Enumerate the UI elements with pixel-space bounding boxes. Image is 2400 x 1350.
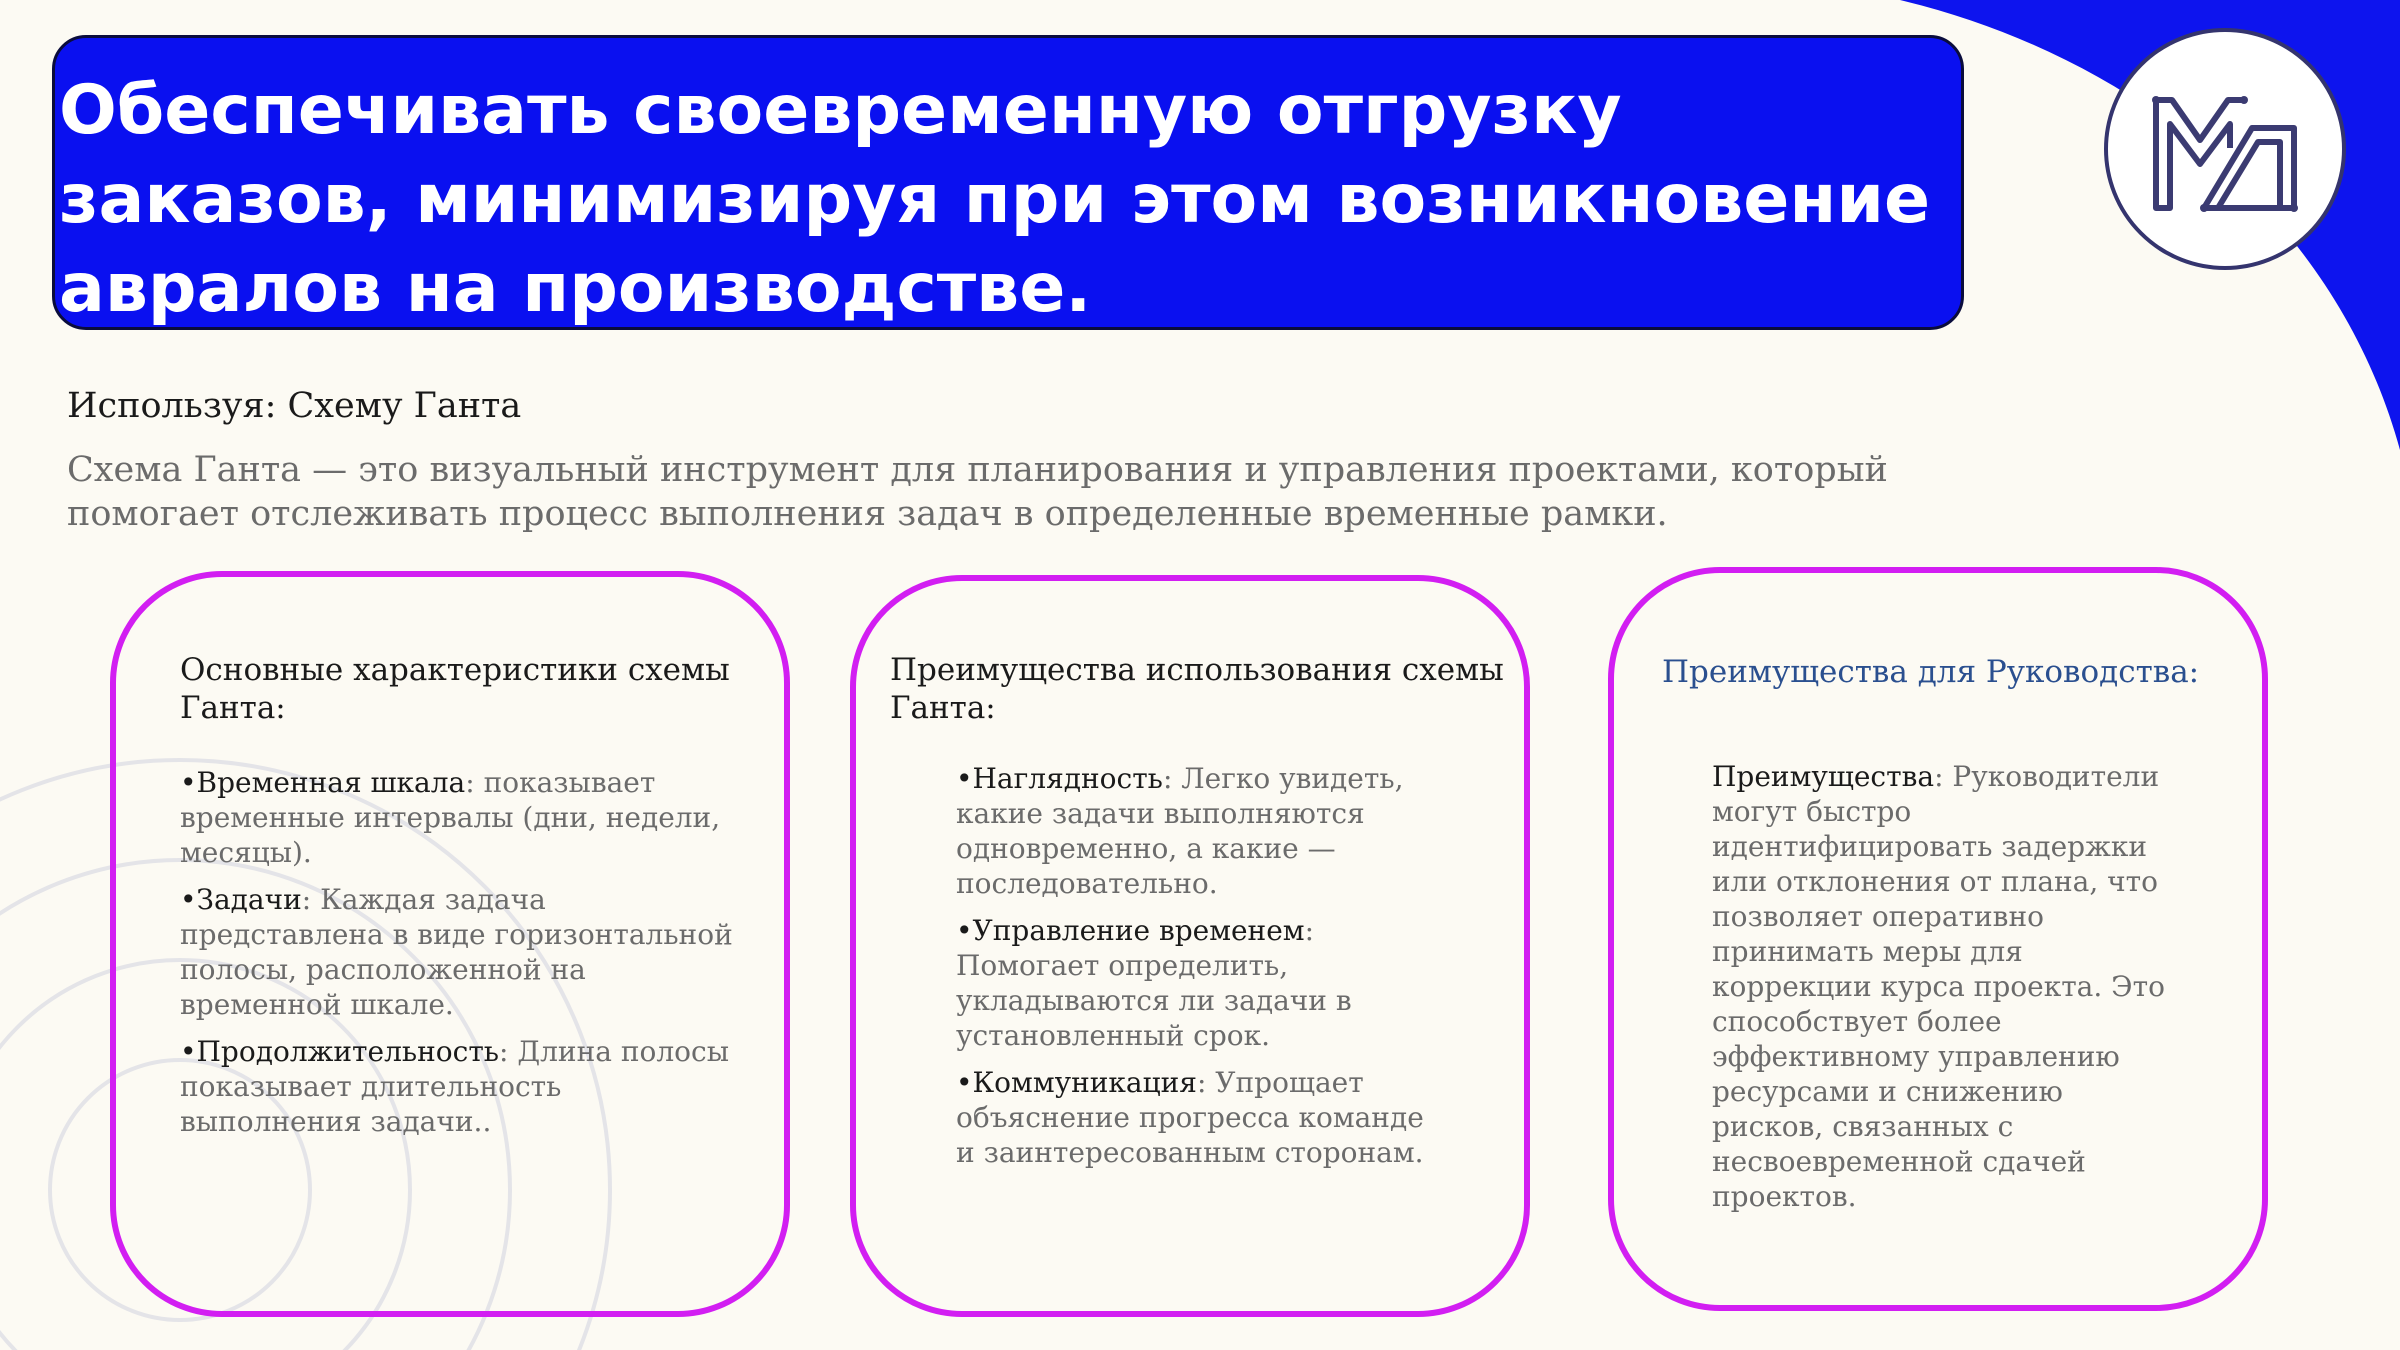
card-list	[1712, 759, 2182, 1226]
mv-monogram-icon	[2108, 32, 2342, 266]
card-heading: Основные характеристики схемы Ганта:	[180, 652, 730, 726]
card-management-advantages	[1608, 567, 2268, 1311]
list-item	[1712, 759, 2182, 1214]
item-term: •Временная шкала	[180, 766, 466, 799]
item-text: : Каждая задача представлена в виде горизонтальной полосы, расположенной на временной шкале.	[180, 883, 733, 1021]
list-item	[956, 761, 1436, 901]
subtitle: Используя: Схему Ганта	[67, 386, 522, 426]
list-item	[180, 765, 740, 870]
card-gantt-characteristics	[110, 571, 790, 1317]
item-term: •Задачи	[180, 883, 302, 916]
item-text: : Упрощает объяснение прогресса команде и заинтересованным сторонам.	[956, 1066, 1424, 1169]
item-text: : Руководители могут быстро идентифицировать задержки или отклонения от плана, что позволяет оперативно принимать меры для коррекции курса проекта. Это способствует более эффективному управлению ресурсами и снижению рисков, связанных с несвоевременной сдачей проектов.	[1712, 760, 2165, 1213]
item-term: •Продолжительность	[180, 1035, 500, 1068]
item-term: •Коммуникация	[956, 1066, 1197, 1099]
title-banner	[52, 35, 1964, 330]
list-item	[180, 882, 740, 1022]
card-gantt-advantages	[850, 575, 1530, 1317]
list-item	[956, 913, 1436, 1053]
description: Схема Ганта — это визуальный инструмент для планирования и управления проектами, который помогает отслеживать процесс выполнения задач в определенные временные рамки.	[67, 450, 1888, 534]
card-list	[956, 761, 1436, 1182]
item-term: Преимущества	[1712, 760, 1935, 793]
item-term: •Наглядность	[956, 762, 1163, 795]
item-term: •Управление временем	[956, 914, 1305, 947]
logo	[2104, 28, 2346, 270]
list-item	[180, 1034, 740, 1139]
item-text: : Легко увидеть, какие задачи выполняются одновременно, а какие — последовательно.	[956, 762, 1404, 900]
card-heading: Преимущества использования схемы Ганта:	[890, 652, 1504, 726]
item-text: : показывает временные интервалы (дни, недели, месяцы).	[180, 766, 721, 869]
card-heading: Преимущества для Руководства:	[1662, 654, 2200, 690]
item-text: : Длина полосы показывает длительность выполнения задачи..	[180, 1035, 729, 1138]
card-list	[180, 765, 740, 1151]
page-title: Обеспечивать своевременную отгрузку заказов, минимизируя при этом возникновение авралов на производстве.	[59, 71, 1931, 328]
item-text: : Помогает определить, укладываются ли задачи в установленный срок.	[956, 914, 1352, 1052]
list-item	[956, 1065, 1436, 1170]
